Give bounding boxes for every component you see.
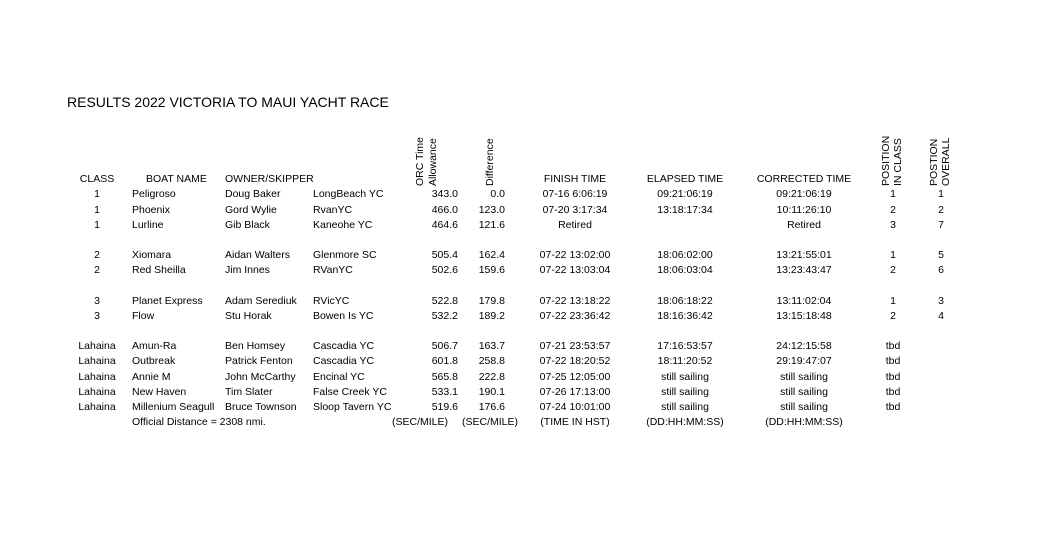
cell-position-in-class: 2 [890, 264, 896, 276]
difference-units: (SEC/MILE) [461, 416, 519, 428]
cell-boat-name: Outbreak [132, 355, 176, 367]
cell-corrected-time: 29:19:47:07 [776, 355, 832, 367]
cell-yacht-club: Kaneohe YC [313, 219, 373, 231]
cell-orc-allowance: 343.0 [431, 188, 458, 200]
cell-yacht-club: Encinal YC [313, 371, 365, 383]
cell-difference: 163.7 [478, 340, 505, 352]
cell-elapsed-time: 18:06:03:04 [657, 264, 713, 276]
cell-elapsed-time: still sailing [661, 386, 709, 398]
cell-position-in-class: 1 [890, 188, 896, 200]
cell-elapsed-time: still sailing [661, 401, 709, 413]
header-class: CLASS [79, 173, 115, 185]
cell-yacht-club: Bowen Is YC [313, 310, 374, 322]
cell-class: Lahaina [78, 340, 116, 352]
cell-finish-time: Retired [558, 219, 592, 231]
cell-orc-allowance: 505.4 [431, 249, 458, 261]
cell-elapsed-time: 18:11:20:52 [657, 355, 713, 367]
cell-corrected-time: 13:11:02:04 [776, 295, 832, 307]
header-elapsed-time: ELAPSED TIME [646, 173, 724, 185]
cell-class: Lahaina [78, 355, 116, 367]
cell-orc-allowance: 464.6 [431, 219, 458, 231]
cell-elapsed-time: 09:21:06:19 [657, 188, 713, 200]
cell-orc-allowance: 466.0 [431, 204, 458, 216]
header-position-class-line1: POSITION [880, 135, 892, 186]
cell-yacht-club: LongBeach YC [313, 188, 384, 200]
cell-corrected-time: 13:15:18:48 [776, 310, 832, 322]
cell-corrected-time: still sailing [780, 386, 828, 398]
header-difference: Difference [484, 138, 496, 186]
cell-owner-skipper: Jim Innes [225, 264, 270, 276]
cell-class: 2 [94, 264, 100, 276]
header-corrected-time: CORRECTED TIME [756, 173, 852, 185]
cell-position-in-class: tbd [885, 401, 901, 413]
cell-owner-skipper: Tim Slater [225, 386, 273, 398]
cell-position-overall: 1 [938, 188, 944, 200]
cell-yacht-club: RVanYC [313, 264, 353, 276]
cell-class: Lahaina [78, 401, 116, 413]
finish-time-units: (TIME IN HST) [540, 416, 610, 428]
cell-class: 1 [94, 188, 100, 200]
cell-finish-time: 07-22 13:18:22 [539, 295, 611, 307]
cell-boat-name: Lurline [132, 219, 164, 231]
cell-finish-time: 07-16 6:06:19 [542, 188, 608, 200]
cell-difference: 179.8 [478, 295, 505, 307]
cell-finish-time: 07-22 23:36:42 [539, 310, 611, 322]
cell-class: 3 [94, 295, 100, 307]
cell-class: 2 [94, 249, 100, 261]
header-position-class-line2: IN CLASS [892, 138, 904, 186]
header-finish-time: FINISH TIME [543, 173, 607, 185]
cell-corrected-time: Retired [787, 219, 821, 231]
cell-class: 1 [94, 204, 100, 216]
cell-difference: 159.6 [478, 264, 505, 276]
cell-elapsed-time: 18:06:18:22 [657, 295, 713, 307]
cell-boat-name: Amun-Ra [132, 340, 177, 352]
cell-orc-allowance: 506.7 [431, 340, 458, 352]
cell-finish-time: 07-22 13:03:04 [539, 264, 611, 276]
header-position-overall-line2: OVERALL [940, 137, 952, 186]
cell-position-in-class: 3 [890, 219, 896, 231]
cell-boat-name: New Haven [132, 386, 187, 398]
header-orc-time-line2: Allowance [427, 138, 439, 186]
header-position-overall-line1: POSTION [928, 138, 940, 186]
cell-corrected-time: 13:21:55:01 [776, 249, 832, 261]
cell-owner-skipper: Stu Horak [225, 310, 272, 322]
cell-owner-skipper: Ben Homsey [225, 340, 286, 352]
cell-corrected-time: 09:21:06:19 [776, 188, 832, 200]
cell-difference: 258.8 [478, 355, 505, 367]
cell-position-in-class: 1 [890, 249, 896, 261]
cell-boat-name: Annie M [132, 371, 171, 383]
cell-boat-name: Red Sheilla [132, 264, 186, 276]
cell-position-overall: 7 [938, 219, 944, 231]
cell-position-in-class: 2 [890, 204, 896, 216]
cell-class: 1 [94, 219, 100, 231]
cell-yacht-club: RvanYC [313, 204, 353, 216]
header-owner-skipper: OWNER/SKIPPER [225, 173, 314, 185]
cell-owner-skipper: Bruce Townson [225, 401, 297, 413]
cell-corrected-time: 24:12:15:58 [776, 340, 832, 352]
cell-yacht-club: Cascadia YC [313, 340, 375, 352]
cell-finish-time: 07-26 17:13:00 [539, 386, 611, 398]
cell-difference: 176.6 [478, 401, 505, 413]
cell-position-overall: 2 [938, 204, 944, 216]
cell-finish-time: 07-21 23:53:57 [539, 340, 611, 352]
cell-finish-time: 07-22 13:02:00 [539, 249, 611, 261]
cell-difference: 162.4 [478, 249, 505, 261]
cell-owner-skipper: Doug Baker [225, 188, 281, 200]
cell-orc-allowance: 532.2 [431, 310, 458, 322]
cell-orc-allowance: 565.8 [431, 371, 458, 383]
cell-elapsed-time: 17:16:53:57 [657, 340, 713, 352]
elapsed-time-units: (DD:HH:MM:SS) [646, 416, 724, 428]
header-boat-name: BOAT NAME [146, 173, 207, 185]
cell-orc-allowance: 502.6 [431, 264, 458, 276]
cell-yacht-club: False Creek YC [313, 386, 387, 398]
cell-position-in-class: 2 [890, 310, 896, 322]
cell-position-overall: 3 [938, 295, 944, 307]
cell-orc-allowance: 533.1 [431, 386, 458, 398]
official-distance: Official Distance = 2308 nmi. [132, 416, 266, 428]
cell-elapsed-time: 18:06:02:00 [657, 249, 713, 261]
cell-position-overall: 6 [938, 264, 944, 276]
cell-finish-time: 07-24 10:01:00 [539, 401, 611, 413]
cell-position-in-class: tbd [885, 371, 901, 383]
cell-difference: 222.8 [478, 371, 505, 383]
cell-yacht-club: Cascadia YC [313, 355, 375, 367]
cell-difference: 0.0 [490, 188, 505, 200]
cell-owner-skipper: Gib Black [225, 219, 270, 231]
cell-finish-time: 07-20 3:17:34 [542, 204, 608, 216]
cell-yacht-club: Glenmore SC [313, 249, 377, 261]
cell-yacht-club: Sloop Tavern YC [313, 401, 392, 413]
cell-boat-name: Xiomara [132, 249, 172, 261]
cell-position-in-class: tbd [885, 386, 901, 398]
cell-difference: 190.1 [478, 386, 505, 398]
cell-corrected-time: still sailing [780, 401, 828, 413]
cell-owner-skipper: Patrick Fenton [225, 355, 293, 367]
cell-boat-name: Peligroso [132, 188, 176, 200]
cell-position-overall: 5 [938, 249, 944, 261]
cell-owner-skipper: John McCarthy [225, 371, 296, 383]
cell-boat-name: Planet Express [132, 295, 203, 307]
cell-orc-allowance: 519.6 [431, 401, 458, 413]
cell-corrected-time: 13:23:43:47 [776, 264, 832, 276]
cell-finish-time: 07-22 18:20:52 [539, 355, 611, 367]
cell-class: 3 [94, 310, 100, 322]
cell-position-in-class: tbd [885, 355, 901, 367]
cell-boat-name: Millenium Seagull [132, 401, 215, 413]
cell-boat-name: Flow [132, 310, 155, 322]
cell-difference: 121.6 [478, 219, 505, 231]
cell-orc-allowance: 601.8 [431, 355, 458, 367]
cell-finish-time: 07-25 12:05:00 [539, 371, 611, 383]
cell-boat-name: Phoenix [132, 204, 170, 216]
cell-position-overall: 4 [938, 310, 944, 322]
cell-owner-skipper: Adam Serediuk [225, 295, 297, 307]
cell-corrected-time: still sailing [780, 371, 828, 383]
cell-yacht-club: RVicYC [313, 295, 350, 307]
cell-elapsed-time: 13:18:17:34 [657, 204, 713, 216]
cell-class: Lahaina [78, 371, 116, 383]
cell-position-in-class: 1 [890, 295, 896, 307]
cell-corrected-time: 10:11:26:10 [776, 204, 832, 216]
cell-orc-allowance: 522.8 [431, 295, 458, 307]
orc-units: (SEC/MILE) [391, 416, 449, 428]
cell-difference: 189.2 [478, 310, 505, 322]
corrected-time-units: (DD:HH:MM:SS) [765, 416, 843, 428]
page-title: RESULTS 2022 VICTORIA TO MAUI YACHT RACE [67, 94, 389, 110]
cell-class: Lahaina [78, 386, 116, 398]
cell-elapsed-time: still sailing [661, 371, 709, 383]
cell-owner-skipper: Aidan Walters [225, 249, 290, 261]
cell-owner-skipper: Gord Wylie [225, 204, 277, 216]
header-orc-time-line1: ORC Time [414, 136, 426, 186]
cell-difference: 123.0 [478, 204, 505, 216]
cell-elapsed-time: 18:16:36:42 [657, 310, 713, 322]
cell-position-in-class: tbd [885, 340, 901, 352]
